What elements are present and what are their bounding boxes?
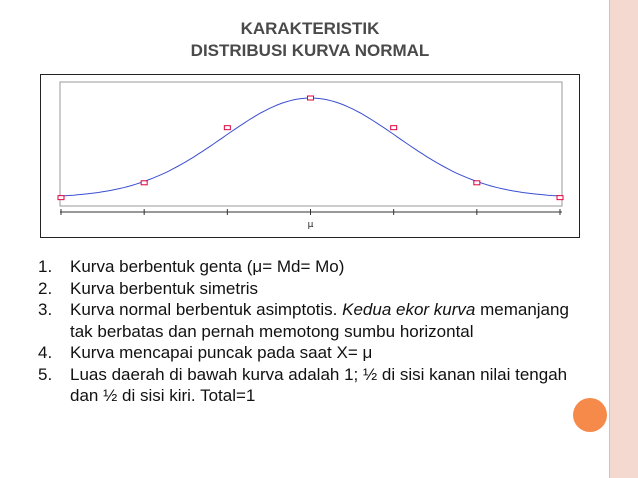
item-number: 4. [38, 343, 53, 362]
item-text: Kurva normal berbentuk asimptotis. [70, 300, 343, 319]
list-item [38, 299, 586, 342]
slide-title [150, 18, 470, 62]
list-item [38, 256, 586, 278]
x-tick-label: μ [307, 220, 314, 230]
item-number: 5. [38, 364, 53, 384]
list-item [38, 278, 586, 300]
item-text-cont: memanjang tak berbatas dan pernah memotong sumbu horizontal [70, 300, 569, 341]
right-decor-band [610, 0, 638, 478]
data-point-marker [391, 126, 397, 130]
data-point-marker [474, 181, 480, 185]
item-text: Kurva mencapai puncak pada saat X= μ [70, 343, 373, 362]
item-number: 2. [38, 278, 53, 298]
title-line-1: KARAKTERISTIK [240, 19, 380, 38]
item-text: Kurva berbentuk simetris [70, 278, 259, 298]
item-text: Luas daerah di bawah kurva adalah 1; ½ di sisi kanan nilai tengah dan ½ di sisi kiri. Total=1 [70, 364, 568, 405]
data-point-marker [557, 196, 563, 200]
data-point-marker [224, 126, 230, 130]
data-point-marker [141, 181, 147, 185]
item-number: 3. [38, 300, 53, 319]
normal-curve-chart [40, 74, 580, 238]
item-text-italic: Kedua ekor kurva [342, 300, 476, 319]
list-item [38, 342, 586, 364]
item-text: Kurva berbentuk genta (μ= Md= Mo) [70, 257, 345, 276]
list-item [38, 364, 586, 407]
title-line-2: DISTRIBUSI KURVA NORMAL [190, 41, 430, 60]
data-point-marker [308, 96, 314, 100]
item-number: 1. [38, 257, 53, 276]
data-point-marker [58, 196, 64, 200]
characteristics-list [38, 256, 586, 407]
